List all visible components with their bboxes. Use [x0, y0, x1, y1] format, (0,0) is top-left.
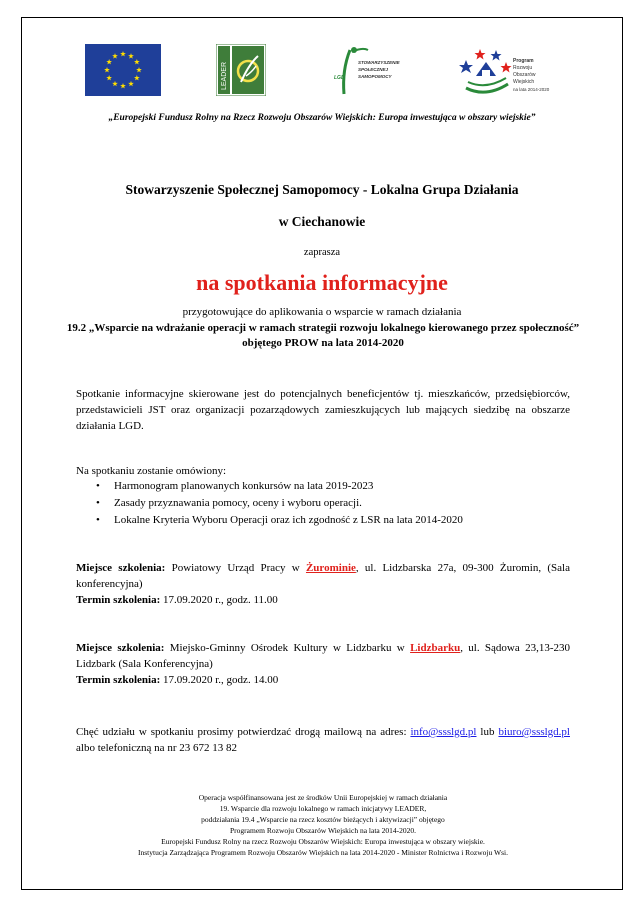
invites-text: zaprasza	[303, 247, 341, 258]
footer-notice	[82, 792, 564, 858]
venue-block-1	[76, 560, 570, 608]
footer-line: 19. Wsparcie dla rozwoju lokalnego w ramach inicjatywy LEADER,	[219, 804, 427, 813]
prow-logo-line4: Wiejskich	[513, 79, 535, 85]
footer-line: Operacja współfinansowana jest ze środków Unii Europejskiej w ramach działania	[198, 793, 448, 802]
prep-line: przygotowujące do aplikowania o wsparcie w ramach działania	[182, 306, 462, 318]
venue-place-text: Powiatowy Urząd Pracy w	[165, 562, 306, 574]
venue-place-label: Miejsce szkolenia:	[76, 562, 166, 574]
venue-town: Lidzbarku	[410, 642, 461, 654]
sss-logo-line2: SPOŁECZNEJ	[358, 67, 389, 72]
footer-line: Europejski Fundusz Rolny na rzecz Rozwoju Obszarów Wiejskich: Europa inwestująca w obszary wiejskie.	[161, 837, 485, 846]
list-item	[96, 478, 463, 495]
intro-paragraph: Spotkanie informacyjne skierowane jest do potencjalnych beneficjentów tj. mieszkańców, przedsiębiorców, przedstawicieli JST oraz organizacji pozarządowych zamieszkujących lub mających siedzibę na obszarze działania LGD.	[76, 388, 570, 432]
footer-line: Programem Rozwoju Obszarów Wiejskich na lata 2014-2020.	[230, 826, 416, 835]
email-biuro-link[interactable]: biuro@ssslgd.pl	[498, 726, 570, 738]
eu-flag-icon	[85, 44, 161, 96]
bullet-icon: •	[96, 514, 100, 526]
organizer-name: Stowarzyszenie Społecznej Samopomocy - Lokalna Grupa Działania	[125, 182, 519, 197]
prow-emblem-icon	[458, 44, 514, 102]
logos-row	[22, 44, 622, 104]
contact-paragraph	[76, 724, 570, 756]
prow-logo-line5: na lata 2014-2020	[513, 87, 550, 92]
venue-address: , ul. Sądowa 23,13-230 Lidzbark (Sala Konferencyjna)	[76, 642, 570, 670]
prow-logo-line3: Obszarów	[513, 72, 536, 78]
list-item	[96, 512, 463, 529]
venue-address: , ul. Lidzbarska 27a, 09-300 Żuromin, (Sala konferencyjna)	[76, 562, 570, 590]
footer-line: poddziałania 19.4 „Wsparcie na rzecz kosztów bieżących i aktywizacji” objętego	[201, 815, 445, 824]
venue-date-label: Termin szkolenia:	[76, 674, 161, 686]
prow-logo-line1: Program	[513, 58, 534, 64]
agenda-list	[76, 478, 463, 529]
leader-logo-text: LEADER	[221, 61, 228, 90]
headline: na spotkania informacyjne	[196, 270, 448, 295]
venue-date-value: 17.09.2020 r., godz. 14.00	[160, 674, 279, 686]
contact-text: lub	[476, 726, 499, 738]
document-page	[21, 17, 623, 890]
venue-date-value: 17.09.2020 r., godz. 11.00	[160, 594, 278, 606]
sss-logo-line1: STOWARZYSZENIE	[358, 60, 400, 65]
venue-date-label: Termin szkolenia:	[76, 594, 161, 606]
sss-logo-line3: SAMOPOMOCY	[358, 74, 392, 79]
action-title: 19.2 „Wsparcie na wdrażanie operacji w ramach strategii rozwoju lokalnego kierowanego przez społeczność” objętego PROW na lata 2014-2020	[66, 322, 580, 349]
venue-town: Żurominie	[305, 562, 356, 574]
agenda-item-text: Zasady przyznawania pomocy, oceny i wyboru operacji.	[114, 497, 362, 509]
agenda-item-text: Lokalne Kryteria Wyboru Operacji oraz ich zgodność z LSR na lata 2014-2020	[114, 514, 463, 526]
prow-logo-line2: Rozwoju	[513, 65, 533, 71]
list-item	[96, 495, 463, 512]
sss-logo-prefix: LGD	[334, 75, 345, 81]
prow-logo	[458, 44, 558, 104]
tagline: „Europejski Fundusz Rolny na Rzecz Rozwoju Obszarów Wiejskich: Europa inwestująca w obszary wiejskie”	[108, 113, 536, 123]
venue-date	[76, 672, 570, 688]
bullet-icon: •	[96, 497, 100, 509]
bullet-icon: •	[96, 480, 100, 492]
contact-text: Chęć udziału w spotkaniu prosimy potwierdzać drogą mailową na adres:	[76, 726, 411, 738]
organizer-city: w Ciechanowie	[278, 214, 366, 229]
sss-lgd-logo	[322, 44, 398, 100]
venue-place	[76, 560, 570, 592]
venue-block-2	[76, 640, 570, 688]
venue-place-label: Miejsce szkolenia:	[76, 642, 165, 654]
leader-logo-icon	[216, 44, 266, 96]
contact-phone-text: albo telefoniczną na nr 23 672 13 82	[76, 742, 237, 754]
agenda-item-text: Harmonogram planowanych konkursów na lata 2019-2023	[114, 480, 374, 492]
footer-line: Instytucja Zarządzająca Programem Rozwoju Obszarów Wiejskich na lata 2014-2020 - Minister Rolnictwa i Rozwoju Wsi.	[138, 848, 508, 857]
venue-place-text: Miejsko-Gminny Ośrodek Kultury w Lidzbarku w	[164, 642, 411, 654]
venue-date	[76, 592, 570, 608]
agenda-title: Na spotkaniu zostanie omówiony:	[76, 465, 227, 477]
email-info-link[interactable]: info@ssslgd.pl	[410, 726, 477, 738]
venue-place	[76, 640, 570, 672]
